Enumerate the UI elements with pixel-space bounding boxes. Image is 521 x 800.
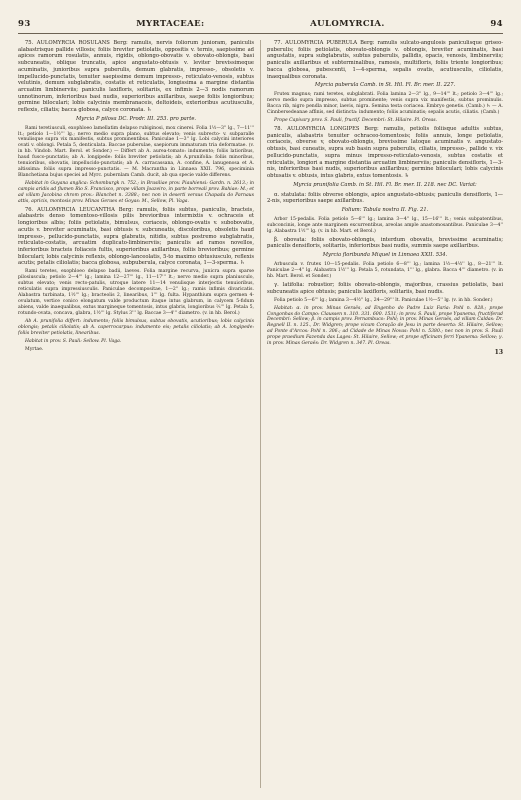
header-rule xyxy=(18,33,503,34)
species-77-description: Frutex magnus; rami teretes, subglabrati. Folia lamina 2—3'' lg., 9—14''' lt.; petiolo 3—4''' lg.; nervo medio supra impresso, subtus prominente; venis supra vix manifestis, subtus prominulis. Bacca rib, nigro pendla minor, laevis, nigra. Semina testa coriacea. Embryo genetis. (Camb.) ♄ — A. Cinnbersedeanae affinis, sed distincta: indumento; foliis acuminatis; sepalis acutis, ciliatis. (Camb.) xyxy=(267,92,503,115)
running-header xyxy=(18,17,503,31)
species-78-variety-beta: β. obovata: foliis obovato-oblongis, interdum obovatis, brevissime acuminatis; paniculis densifloris, solitariis, inferioribus basi nudis, summis saepe axillaribus. xyxy=(267,236,503,250)
signature-mark: 13 xyxy=(494,348,503,356)
species-78-synonym-2: Myrcia floribunda Miquel in Linnaea XXII. 534. xyxy=(322,252,448,259)
species-76-description: Rami teretes, exophloeo delapso badii, laeves. Folia margine recurva, junicra supra sparse pilosiuscula; petiolo 2—4''' lg.; lamina 12—27''' lg., 11—17''' lt.; nervo medio supra planiusculo, subtus elevato; venis recto-patulis, utroque latere 11—14 venulisque interjectis tenuioribus, reticulatis supra impressiusculis. Paniculae decompositae, 1—2'' lg.; ramis infimis divaricatis. Alabastra turbinata, 1½''' lg.; bracteolis 2, linearibus, 1''' lg. fulta. Hypanthium supra germen 4-ovulatum, vertice conico elongatum valde productum itaque intus glabrum, in calycem 5-fidum abiens, valde inaequalibus, extus margineque tomentosis, intus glabris, longioribus ⅔''' lg. Petala 5, rotundo-ovata, concava, glabra, 1½''' lg. Stylus 3''' lg. Baccae 3—4''' diametro. (v. in hb. Berol.) xyxy=(18,269,254,316)
species-78-synonym: Myrcia prunifolia Camb. in St. Hil. Fl. Br. mer. II. 218. nec DC. Variat: xyxy=(293,181,477,188)
species-75-habitat: Habitat in Guyana anglica: Schomburgk n. 752.; in Brasiliae prov. Piauhiensi: Gardn. n. 2613.; in campis aridis ad flumen Rio S. Francisco, prope villam Joazeiro, in parte borreali prov. Bahiae: M.; et ad villam Jacobina chrom prov.: Blanchet n. 3388.; nec non in deserti versus Chapada do Parnaus attis, apricis, montosis prov. Minas Geraes et Goyas: M., Sellow, Pl. Vaga. xyxy=(18,180,254,204)
species-78-habitat: Habitat: α. in prov. Minas Geraës, ad Engenho do Padre Luiz Faria: Pohl n. 828.; prope Congonhas do Campo: Claussen n. 310. 331. 600. 1531; in prov. S. Pauli, prope Ypanema, fructiferad Decembri: Sellow; β. in campis prov. Pernambuco: Pohl; in prov. Minas Geraës, ad villam Caldas: Dr. Regnell II. n. 125., Dr. Widgren; prope vicum Coração de Jesu in parte deserta: St. Hilaire, Sellow; ad Ponte d'Arcos: Pohl n. 306.; ad Cidade de Minas Novas: Pohl n. 5380.; nec non in prov. S. Pauli prope praedium Fazenda das Lages: St. Hilaire, Sellow; et prope officinam ferri Ypanema: Sellow; γ. in prov. Minas Geraës: Dr. Widgren n. 347. Pl. Oreas. xyxy=(267,305,503,347)
species-77-diagnosis: 77. AULOMYRCIA PUBERULA Berg: ramulis sulcato-angulosis paniculisque griseo-puberulis; foliis petiolatis, obovato-oblongis v. oblongis, breviter acuminatis, basi angustatis, supra subglabratis, subtus puberulis, pallidis, opacis, venosis, limbinerviis; paniculis axillaribus et subterminalibus, ramosis, multifloris, foliis triente longioribus; bacca globosa, pubescenti, 1—4-sperma, sepalis ovatis, acutiusculis, ciliolatis, inaequalibus coronata. xyxy=(267,40,503,80)
header-genus: AULOMYRCIA. xyxy=(310,19,385,29)
species-76-differences: Ab A. prunifolia differt: indumento; foliis bimulsus, subtus obovatis, acutioribus; lobis calycinis oblongis; petalis ciliolatis; ab A. caperrocarpus: indumento eis; petalis ciliolatis; ab A. longipede: foliis breviter petiolatis, linearibus. xyxy=(18,318,254,336)
right-column xyxy=(267,40,503,790)
species-78-variety-gamma-description: Folia petiolo 5—6''' lg.; lamina 3—4½'' lg., 24—29''' lt. Paniculae 1½—5'' lg. (v. in hb. Sonder.) xyxy=(274,297,493,303)
page-number-right: 94 xyxy=(490,19,503,29)
species-78-variety-beta-description: Arbuscula v. frutex 10—15-pedalis. Folia petiolo 6—8''' lg.; lamina 1½—4½'' lg., 8—21''' lt. Paniculae 2—4'' lg. Alabastra 1½''' lg. Petala 5, rotundata, 1''' lg., glabra. Bacca 4''' diametro. (v. in hb. Mart. Berol. et Sonder.) xyxy=(267,262,503,279)
species-78-variety-alpha: α. statulata: foliis obverse oblongis, apice angustato-obtusis; paniculis densifloris, 1—2-nis, superioribus saepe axillaribus. xyxy=(267,191,503,205)
page-number-left: 93 xyxy=(18,19,31,29)
species-77-synonym: Myrcia puberula Camb. in St. Hil. Fl. Br. mer. II. 227. xyxy=(314,82,456,89)
species-75-synonym: Myrcia P pilosa DC. Prodr. III. 253. pro parte. xyxy=(75,115,197,122)
species-76-habitat: Habitat in prov. S. Pauli: Sellow. Pl. Vaga. xyxy=(25,338,122,344)
species-75-description: Rami teretiusculi, exophloeo lamellatim delapso rubiginosi, mox cinerei. Folia 1½—3'' lg., 7—11''' lt.; petiolo 1—1½''' lg.; nervo medio supra plano, subtus elevato; venis subrecto- v. subparalle venulisque supra vix manifestis, subtus prominentibus. Paniculae 1—3'' lg. Lobi calycini interiores ovati v. oblongi. Petala 5, denticulata. Baccae puberulae, saepiorum immaturam tria deformatae. (v. in hb. Vindob. Mart. Berol. et Sonder.) — Differt ab A. aurea-tomato: indumento; foliis latioribus, haud fusco-punctatis; ab A. longipede: foliis breviter petiolatis; ab A.prunifolia: foliis minoribus, tenuioribus, obovatis, impellucido-punctatis; ab A. carracassana, A. confine, A. lanugenosa et A. altissima: foliis supra impresso-punctatis. — M. Macrantha in Linnaea XXII. 796, speciminia Blanchetiana bujus speciei ad Myrc. pubernlam Camb. ducit, ab qua specie valde differens. xyxy=(18,125,254,178)
species-78-variety-alpha-description: Arbor 15-pedalis. Folia petiolo 5—6''' lg.; lamina 3—4'' lg., 15—16''' lt.; venis subpatentibus, subconcinis, longe ante marginem excurrentibus, areolas ample anastomosantibus. Paniculae 3—4'' lg. Alabastra 1½''' lg. (v. in hb. Mart. et Berol.) xyxy=(267,216,503,234)
species-78-variety-gamma: γ. latifolia: robustior; foliis obovato-oblongis, majoribus, crassius petiolatis, basi subcuneatis apice obtusis; paniculis laxifloris, solitariis, basi nudis. xyxy=(267,281,503,295)
header-family: MYRTACEAE: xyxy=(136,19,205,29)
species-76-diagnosis: 76. AULOMYRCIA LEUCANTHA Berg: ramulis, foliis subtus, paniculis, bracteis, alabastris denso tomentoso-villosis pilis brevioribus intermixtis v. ochraceis et longioribus albis; foliis petiolatis, bimulsus, coriaceis, oblongo-ovatis v. subobovatis, acutis v. breviter acuminatis, basi obtusis v. subcuneatis, discoloribus, obsoletis haud impresso-, pellucido-punctatis, supra glabratis, nitidis, subtus postremo subglabratis, reticulato-costatis, arcuatim duplicato-limbinerviis; paniculis ad ramos novellos, inferioribus bracteis foliaceis fultis, superioribus axillaribus, foliis brevioribus; germine biloculari; lobis calycinis reflexis, oblongo-lanceolatis, 5-to maximo obtusiusculo, reflexis acutis; petalis ciliolatis; bacca globosa, subpuberula, calyce coronata, 1—3-sperma. ♄ xyxy=(18,206,254,267)
species-76-end-note: Myrtae. xyxy=(25,346,44,352)
species-75-diagnosis: 75. AULOMYRCIA ROSULANS Berg: ramulis, nervis foliorum junioram, paniculis alabastrisque pallide villosis; foliis breviter petiolatis, oppositis v. ternis, saepissime ad apices ramorum rosulatis, annuis, rigidis, oblongo-obovatis v. obovato-oblongis, basi subcuneatis, oblique truncatis, apice angustato-obtusis v. leviter brevissimeque acuminatis, junioribus supra puberulis, demum glabratis, impresso-, obsoletis v. impellucido-punctatis, tenuiter saepissime demum impresso-, reticulato-venosis, subtus velutinis, demum subglabratis, costatis et reticulatis, longissima a margine distantia arcuatim limbinerviis; paniculis laxifloris, solitariis, ex infimis 2—3 nodis ramorum unnotinorum, inferioribus basi nudis, superioribus axillaribus, saepe foliis longioribus; germine biloculari; lobis calycinis membranaceis, deltoideis, exterioribus acutiusculis, reflexis, ciliatis; bacca globosa, calyce coronata. ♄ xyxy=(18,40,254,114)
species-77-habitat: Prope Capivary prov. S. Pauli, fructif. Decembri: St. Hilaire. Pl. Oreas. xyxy=(274,117,438,123)
left-column xyxy=(18,40,254,790)
species-78-diagnosis: 78. AULOMYRCIA LONGIPES Berg: ramulis, petiolis foliisque adultis subtus, paniculis, alabastris tenuiter ochraceo-tomentosis; foliis annuis, longe petiolatis, coriaceis, obverse v, obovato-oblongis, brevissime latoque acuminatis v. angustato-obtusis, basi cuneatis, supra sub basin supra puberulis, ciliatis, impresso-, pallide v. vix pellucido-punctatis, supra minus impresso-reticulato-venosis, subtus costatis et reticulatis, longiori a margine distantia arcuatim limbinerviis; paniculis densifloris, 1—3-nis, inferioribus basi nudis, superioribus axillaribus; germine biloculari; lobis calycinis obtusatis v. obtusis, intus glabris, extus tomentosis. ♄ xyxy=(267,126,503,179)
species-78-plate-reference: Folium: Tabula nostra II. Fig. 21. xyxy=(341,207,429,214)
column-divider xyxy=(260,40,261,788)
